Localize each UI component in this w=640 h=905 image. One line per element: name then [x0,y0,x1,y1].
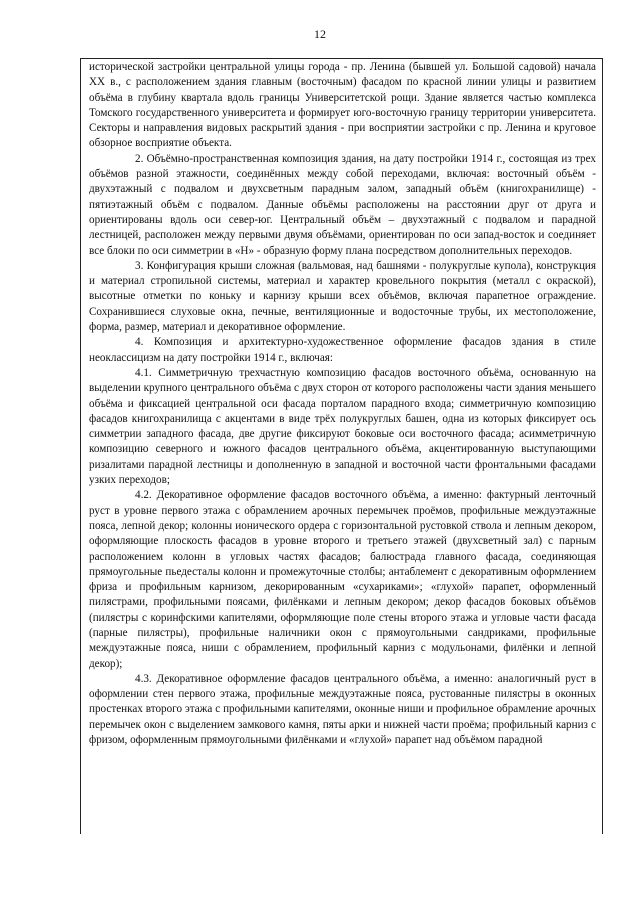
paragraph-item-4: 4. Композиция и архитектурно-художественное оформление фасадов здания в стиле неоклассицизм на дату постройки 1914 г., включая: [89,336,596,364]
paragraph-item-2: 2. Объёмно-пространственная композиция здания, на дату постройки 1914 г., состоящая из трех объёмов разной этажности, соединённых между собой переходами, включая: восточный объём - двухэтажный с подвалом и двухсветным парадным залом, западный объём (книгохранилище) - пятиэтажный объём с подвалом. Данные объёмы расположены на расстоянии друг от друга и ориентированы вдоль оси север-юг. Центральный объём – двухэтажный с подвалом и парадной лестницей, расположен между первыми двумя объёмами, ориентирован по оси запад-восток и соединяет все блоки по оси симметрии в «Н» - образную форму плана посредством дополнительных переходов. [89,152,596,257]
paragraph-item-4-3: 4.3. Декоративное оформление фасадов центрального объёма, а именно: аналогичный руст в оформлении стен первого этажа, профильные междуэтажные пояса, рустованные пилястры в оконных простенках второго этажа с профильными капителями, оконные ниши и профильное обрамление арочных перемычек окон с выделением замкового камня, пяты арки и нижней части проёма; профильный карниз с фризом, оформленным прямоугольными филёнками и «глухой» парапет над объёмом парадной [89,672,596,747]
document-body [81,59,602,748]
paragraph-item-4-1: 4.1. Симметричную трехчастную композицию фасадов восточного объёма, основанную на выделении крупного центрального объёма с двух сторон от которого расположены части здания меньшего объёма и фиксацией центральной оси фасада порталом парадного входа; симметричную композицию фасадов книгохранилища с акцентами в виде трёх полукруглых башен, одна из которых фиксирует ось симметрии западного фасада, две другие фиксируют боковые оси восточного фасада; асимметричную композицию северного и южного фасадов центрального объёма, акцентированную выступающими ризалитами парадной лестницы и дополненную в западной и восточной части фронтальными фасадами узких переходов; [89,366,596,487]
page-number: 12 [314,27,326,41]
paragraph-item-3: 3. Конфигурация крыши сложная (вальмовая, над башнями - полукруглые купола), конструкция и материал стропильной системы, материал и характер кровельного покрытия (металл с окраской), высотные отметки по коньку и карнизу крыши всех объёмов, включая парапетное ограждение. Сохранившиеся слуховые окна, печные, вентиляционные и водосточные трубы, их местоположение, форма, размер, материал и декоративное оформление. [89,259,596,334]
paragraph-continuation: исторической застройки центральной улицы города - пр. Ленина (бывшей ул. Большой садовой) начала XX в., с расположением здания главным (восточным) фасадом по красной линии улицы и развитием объёма в глубину квартала вдоль границы Университетской рощи. Здание является частью комплекса Томского государственного университета и формирует юго-восточную границу территории университета. Секторы и направления видовых раскрытий здания - при восприятии застройки с пр. Ленина и круговое обзорное восприятие объекта. [89,61,596,150]
text-frame [80,58,603,834]
paragraph-item-4-2: 4.2. Декоративное оформление фасадов восточного объёма, а именно: фактурный ленточный руст в уровне первого этажа с обрамлением арочных перемычек проёмов, профильные междуэтажные пояса, лепной декор; колонны ионического ордера с горизонтальной рустовкой ствола и лепным декором, оформляющие плоскость фасадов в уровне второго и третьего этажей (двухсветный зал) с парным расположением колонн в угловых частях фасадов; балюстрада главного фасада, соединяющая прямоугольные пьедесталы колонн и промежуточные столбы; антаблемент с декоративным оформлением фриза и профильным карнизом, декорированным «сухариками»; «глухой» парапет, оформленный пилястрами, профильными поясами, филёнками и лепным декором; декор фасадов боковых объёмов (пилястры с коринфскими капителями, оформляющие поле стены второго этажа и угловые части фасада (парные пилястры), профильные наличники окон с прямоугольными сандриками, профильные междуэтажные пояса, ниши с обрамлением, профильный карниз с модульонами, филёнки и лепной декор); [89,489,596,670]
